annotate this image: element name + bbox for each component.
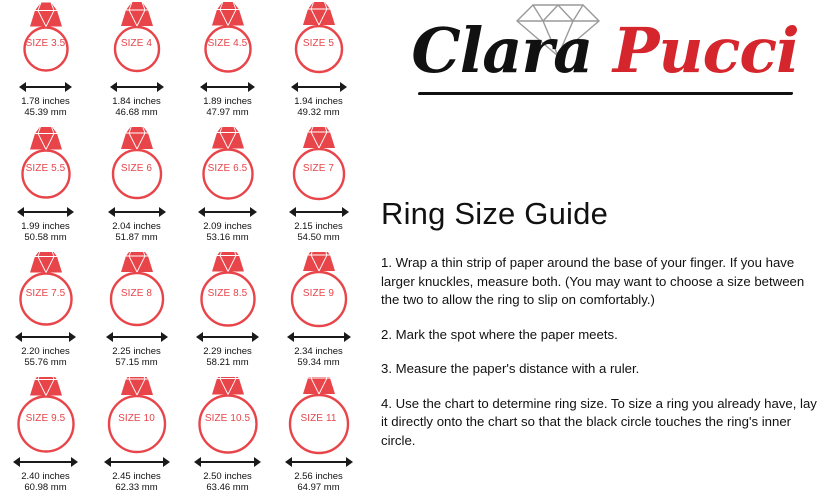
ring-size-label: SIZE 4 (120, 38, 153, 49)
ring-size-label: SIZE 6 (120, 163, 153, 174)
ring-illustration (182, 125, 273, 205)
ring-measurement (273, 346, 364, 368)
ring-measurement-inches: 1.78 inches (21, 96, 70, 107)
ring-size-label: SIZE 7 (302, 163, 335, 174)
logo-underline (418, 92, 794, 95)
ring-size-label: SIZE 9 (302, 288, 335, 299)
measurement-arrow (273, 205, 364, 218)
ring-size-label: SIZE 8.5 (207, 288, 248, 299)
guide-step-2: 2. Mark the spot where the paper meets. (381, 326, 618, 342)
ring-illustration (0, 0, 91, 80)
ring-size-cell (0, 250, 91, 375)
ring-measurement-mm: 62.33 mm (115, 482, 158, 493)
table-row (0, 250, 364, 375)
ring-size-cell (91, 0, 182, 125)
ring-measurement (0, 96, 91, 118)
ring-size-cell (182, 375, 273, 500)
brand-name-first: Clara (411, 14, 593, 87)
ring-size-cell (0, 375, 91, 500)
ring-size-label: SIZE 5.5 (25, 163, 66, 174)
ring-measurement-mm: 45.39 mm (24, 107, 67, 118)
ring-measurement (182, 346, 273, 368)
ring-illustration (0, 125, 91, 205)
measurement-arrow (91, 330, 182, 343)
ring-size-cell (273, 0, 364, 125)
ring-size-cell (273, 375, 364, 500)
ring-measurement-mm: 46.68 mm (115, 107, 158, 118)
ring-measurement-mm: 54.50 mm (297, 232, 340, 243)
ring-illustration (273, 250, 364, 330)
measurement-arrow (182, 80, 273, 93)
ring-measurement-mm: 60.98 mm (24, 482, 67, 493)
measurement-arrow (0, 80, 91, 93)
measurement-arrow (91, 80, 182, 93)
ring-measurement-mm: 64.97 mm (297, 482, 340, 493)
ring-size-label: SIZE 8 (120, 288, 153, 299)
ring-size-cell (182, 125, 273, 250)
ring-size-cell (91, 125, 182, 250)
ring-measurement (0, 471, 91, 493)
measurement-arrow (91, 205, 182, 218)
ring-measurement (91, 96, 182, 118)
ring-measurement-inches: 2.04 inches (112, 221, 161, 232)
ring-size-cell (273, 125, 364, 250)
ring-illustration (182, 0, 273, 80)
guide-step-1: 1. Wrap a thin strip of paper around the base of your finger. If you have larger knuckles, measure both. (You may want to choose a size between the two to allow the ring to slip on comfortably.) (381, 255, 805, 307)
ring-measurement-inches: 2.45 inches (112, 471, 161, 482)
ring-measurement-mm: 59.34 mm (297, 357, 340, 368)
measurement-arrow (0, 205, 91, 218)
ring-measurement-mm: 58.21 mm (206, 357, 249, 368)
ring-measurement (91, 346, 182, 368)
ring-measurement-inches: 1.99 inches (21, 221, 70, 232)
table-row (0, 375, 364, 500)
ring-size-cell (91, 375, 182, 500)
ring-size-label: SIZE 3.5 (25, 38, 66, 49)
ring-size-cell (182, 0, 273, 125)
brand-logo (380, 0, 830, 110)
ring-measurement-inches: 2.34 inches (294, 346, 343, 357)
ring-measurement-inches: 1.89 inches (203, 96, 252, 107)
brand-name-second: Pucci (612, 14, 799, 87)
measurement-arrow (91, 455, 182, 468)
ring-measurement-inches: 2.25 inches (112, 346, 161, 357)
ring-measurement (0, 346, 91, 368)
ring-measurement-inches: 1.84 inches (112, 96, 161, 107)
table-row (0, 0, 364, 125)
ring-measurement-mm: 63.46 mm (206, 482, 249, 493)
ring-measurement-inches: 2.09 inches (203, 221, 252, 232)
ring-size-cell (0, 0, 91, 125)
ring-illustration (91, 250, 182, 330)
measurement-arrow (182, 205, 273, 218)
ring-illustration (91, 0, 182, 80)
ring-measurement-mm: 49.32 mm (297, 107, 340, 118)
ring-illustration (0, 375, 91, 455)
ring-measurement-mm: 47.97 mm (206, 107, 249, 118)
ring-measurement (273, 96, 364, 118)
ring-measurement-mm: 55.76 mm (24, 357, 67, 368)
ring-measurement-mm: 53.16 mm (206, 232, 249, 243)
ring-measurement (182, 221, 273, 243)
ring-measurement-inches: 2.56 inches (294, 471, 343, 482)
ring-illustration (273, 125, 364, 205)
ring-measurement (273, 471, 364, 493)
guide-section (381, 196, 826, 466)
ring-size-chart (0, 0, 364, 501)
ring-size-label: SIZE 10.5 (204, 413, 251, 424)
ring-size-label: SIZE 5 (302, 38, 335, 49)
ring-measurement-inches: 1.94 inches (294, 96, 343, 107)
ring-size-cell (182, 250, 273, 375)
ring-measurement-inches: 2.50 inches (203, 471, 252, 482)
measurement-arrow (0, 330, 91, 343)
ring-illustration (273, 0, 364, 80)
ring-illustration (182, 375, 273, 455)
measurement-arrow (0, 455, 91, 468)
ring-illustration (0, 250, 91, 330)
ring-size-label: SIZE 10 (118, 413, 155, 424)
ring-size-label: SIZE 4.5 (207, 38, 248, 49)
ring-illustration (91, 125, 182, 205)
ring-size-cell (273, 250, 364, 375)
ring-size-cell (0, 125, 91, 250)
ring-measurement (91, 221, 182, 243)
table-row (0, 125, 364, 250)
brand-wordmark (380, 14, 830, 87)
ring-measurement (182, 96, 273, 118)
ring-measurement-inches: 2.20 inches (21, 346, 70, 357)
ring-measurement-mm: 51.87 mm (115, 232, 158, 243)
ring-measurement (273, 221, 364, 243)
ring-size-label: SIZE 6.5 (207, 163, 248, 174)
ring-measurement (0, 221, 91, 243)
ring-measurement (91, 471, 182, 493)
ring-measurement-inches: 2.29 inches (203, 346, 252, 357)
ring-measurement-mm: 50.58 mm (24, 232, 67, 243)
ring-size-cell (91, 250, 182, 375)
ring-measurement-mm: 57.15 mm (115, 357, 158, 368)
page-title: Ring Size Guide (381, 196, 609, 231)
ring-measurement (182, 471, 273, 493)
ring-illustration (273, 375, 364, 455)
ring-measurement-inches: 2.40 inches (21, 471, 70, 482)
measurement-arrow (273, 80, 364, 93)
measurement-arrow (273, 330, 364, 343)
ring-measurement-inches: 2.15 inches (294, 221, 343, 232)
guide-step-4: 4. Use the chart to determine ring size. To size a ring you already have, lay it directly onto the chart so that the black circle touches the ring's inner circle. (381, 395, 817, 448)
measurement-arrow (273, 455, 364, 468)
ring-size-label: SIZE 7.5 (25, 288, 66, 299)
measurement-arrow (182, 455, 273, 468)
ring-size-label: SIZE 9.5 (25, 413, 66, 424)
measurement-arrow (182, 330, 273, 343)
ring-illustration (91, 375, 182, 455)
ring-illustration (182, 250, 273, 330)
ring-size-label: SIZE 11 (300, 413, 337, 424)
guide-step-3: 3. Measure the paper's distance with a ruler. (381, 361, 640, 376)
